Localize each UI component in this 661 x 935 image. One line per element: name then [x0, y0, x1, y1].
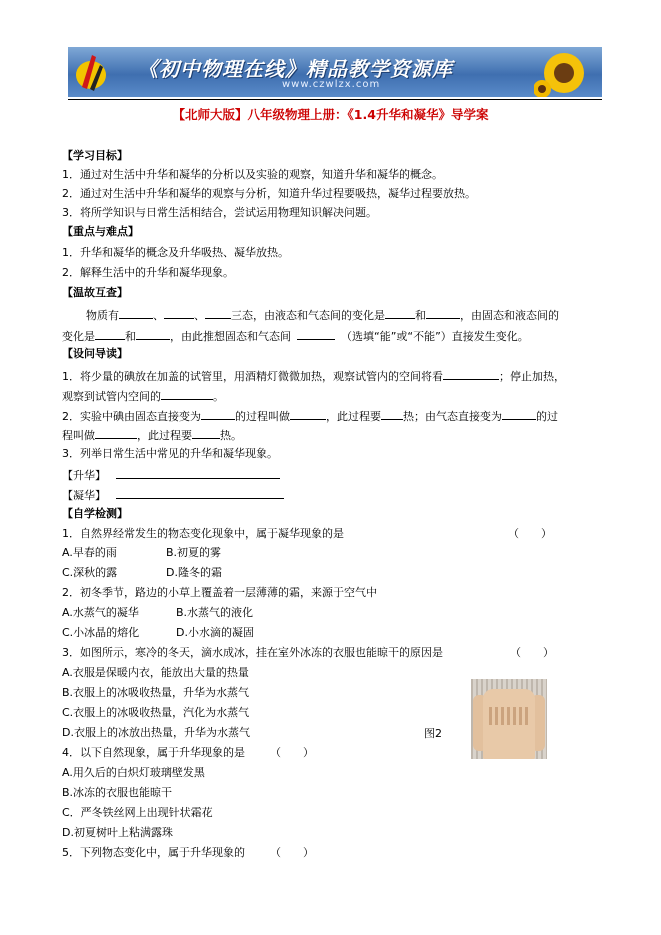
- banner-url: www.czwlzx.com: [282, 79, 381, 90]
- answer-blank[interactable]: [164, 307, 194, 319]
- guided-text: 热；由气态直接变为: [403, 410, 502, 423]
- guided-text: 1．将少量的碘放在加盖的试管里，用酒精灯微微加热，观察试管内的空间将看: [62, 370, 443, 383]
- option-1b: B.初夏的雾: [166, 546, 222, 559]
- answer-blank[interactable]: [297, 328, 335, 340]
- guided-text: 观察到试管内空间的: [62, 390, 161, 403]
- objective-1: 1．通过对生活中升华和凝华的分析以及实验的观察，知道升华和凝华的概念。: [62, 168, 443, 181]
- review-text: 和: [125, 330, 136, 343]
- option-4b: B.冰冻的衣服也能晾干: [62, 786, 173, 799]
- section-heading-keypoints: 【重点与难点】: [62, 225, 139, 238]
- answer-blank[interactable]: [161, 388, 213, 400]
- guided-line-2: [62, 388, 224, 404]
- review-text: ，由固态和液态间的: [460, 309, 559, 322]
- figure-label: 图2: [424, 727, 442, 740]
- guided-line-sublimation: [62, 467, 280, 483]
- guided-text: ；停止加热，: [499, 370, 565, 383]
- review-line-1: [86, 307, 559, 323]
- section-heading-objectives: 【学习目标】: [62, 149, 128, 162]
- guided-text: 。: [213, 390, 224, 403]
- document-title: 【北师大版】八年级物理上册：《1.4升华和凝华》导学案: [172, 107, 489, 122]
- answer-blank[interactable]: [192, 427, 220, 439]
- option-3a: A.衣服是保暖内衣，能放出大量的热量: [62, 666, 249, 679]
- review-line-2: [62, 328, 529, 344]
- guided-text: 程叫做: [62, 429, 95, 442]
- answer-blank[interactable]: [116, 467, 280, 479]
- guided-line-1: [62, 368, 565, 384]
- answer-parens[interactable]: （ ）: [508, 527, 552, 540]
- answer-blank[interactable]: [95, 328, 125, 340]
- review-text: 三态，由液态和气态间的变化是: [231, 309, 385, 322]
- option-1a: A.早春的雨: [62, 546, 117, 559]
- guided-line-5: 3．列举日常生活中常见的升华和凝华现象。: [62, 447, 278, 460]
- guided-text: 的过: [536, 410, 558, 423]
- guided-label: 【凝华】: [62, 489, 106, 502]
- question-4: 4．以下自然现象，属于升华现象的是: [62, 746, 245, 759]
- answer-blank[interactable]: [381, 408, 403, 420]
- frozen-clothes-photo: [471, 679, 547, 759]
- question-5: 5．下列物态变化中，属于升华现象的: [62, 846, 245, 859]
- review-text: 物质有: [86, 309, 119, 322]
- keypoint-2: 2．解释生活中的升华和凝华现象。: [62, 266, 234, 279]
- keypoint-1: 1．升华和凝华的概念及升华吸热、凝华放热。: [62, 246, 289, 259]
- answer-blank[interactable]: [95, 427, 137, 439]
- option-1c: C.深秋的露: [62, 566, 118, 579]
- review-text: 和: [415, 309, 426, 322]
- option-4d: D.初夏树叶上粘满露珠: [62, 826, 173, 839]
- guided-text: ，此过程要: [137, 429, 192, 442]
- guided-line-4: [62, 427, 242, 443]
- sunflower-icon: [534, 49, 594, 97]
- answer-blank[interactable]: [290, 408, 326, 420]
- section-heading-review: 【温故互查】: [62, 286, 128, 299]
- answer-blank[interactable]: [136, 328, 170, 340]
- option-2d: D.小水滴的凝固: [176, 626, 254, 639]
- answer-blank[interactable]: [385, 307, 415, 319]
- answer-blank[interactable]: [201, 408, 235, 420]
- option-1d: D.隆冬的霜: [166, 566, 222, 579]
- guided-text: 的过程叫做: [235, 410, 290, 423]
- answer-blank[interactable]: [502, 408, 536, 420]
- answer-blank[interactable]: [426, 307, 460, 319]
- answer-blank[interactable]: [119, 307, 153, 319]
- question-3: 3．如图所示，寒冷的冬天，滴水成冰，挂在室外冰冻的衣服也能晾干的原因是: [62, 646, 443, 659]
- option-4c: C．严冬铁丝网上出现针状霜花: [62, 806, 213, 819]
- review-text: （选填“能”或“不能”）直接发生变化。: [341, 330, 529, 343]
- option-3d: D.衣服上的冰放出热量，升华为水蒸气: [62, 726, 250, 739]
- guided-text: ，此过程要: [326, 410, 381, 423]
- guided-text: 热。: [220, 429, 242, 442]
- option-4a: A.用久后的白炽灯玻璃壁发黑: [62, 766, 205, 779]
- guided-line-deposition: [62, 487, 284, 503]
- option-2c: C.小冰晶的熔化: [62, 626, 140, 639]
- question-2: 2．初冬季节，路边的小草上覆盖着一层薄薄的霜，来源于空气中: [62, 586, 377, 599]
- section-heading-guided: 【设问导读】: [62, 347, 128, 360]
- answer-parens[interactable]: （ ）: [270, 746, 314, 759]
- question-1: 1．自然界经常发生的物态变化现象中，属于凝华现象的是: [62, 527, 344, 540]
- answer-blank[interactable]: [443, 368, 499, 380]
- header-banner: [68, 47, 602, 97]
- option-3c: C.衣服上的冰吸收热量，汽化为水蒸气: [62, 706, 250, 719]
- review-text: 变化是: [62, 330, 95, 343]
- answer-blank[interactable]: [116, 487, 284, 499]
- site-logo-icon: [74, 51, 108, 93]
- header-rule: [68, 99, 602, 100]
- option-2b: B.水蒸气的液化: [176, 606, 254, 619]
- answer-blank[interactable]: [205, 307, 231, 319]
- guided-line-3: [62, 408, 558, 424]
- objective-2: 2．通过对生活中升华和凝华的观察与分析，知道升华过程要吸热，凝华过程要放热。: [62, 187, 476, 200]
- review-sep: 、: [153, 309, 164, 322]
- guided-text: 2．实验中碘由固态直接变为: [62, 410, 201, 423]
- answer-parens[interactable]: （ ）: [510, 646, 554, 659]
- option-3b: B.衣服上的冰吸收热量，升华为水蒸气: [62, 686, 250, 699]
- review-sep: 、: [194, 309, 205, 322]
- answer-parens[interactable]: （ ）: [270, 846, 314, 859]
- objective-3: 3．将所学知识与日常生活相结合，尝试运用物理知识解决问题。: [62, 206, 377, 219]
- banner-title: 《初中物理在线》精品教学资源库: [138, 57, 453, 81]
- guided-label: 【升华】: [62, 469, 106, 482]
- section-heading-selftest: 【自学检测】: [62, 507, 128, 520]
- option-2a: A.水蒸气的凝华: [62, 606, 139, 619]
- review-text: ，由此推想固态和气态间: [170, 330, 291, 343]
